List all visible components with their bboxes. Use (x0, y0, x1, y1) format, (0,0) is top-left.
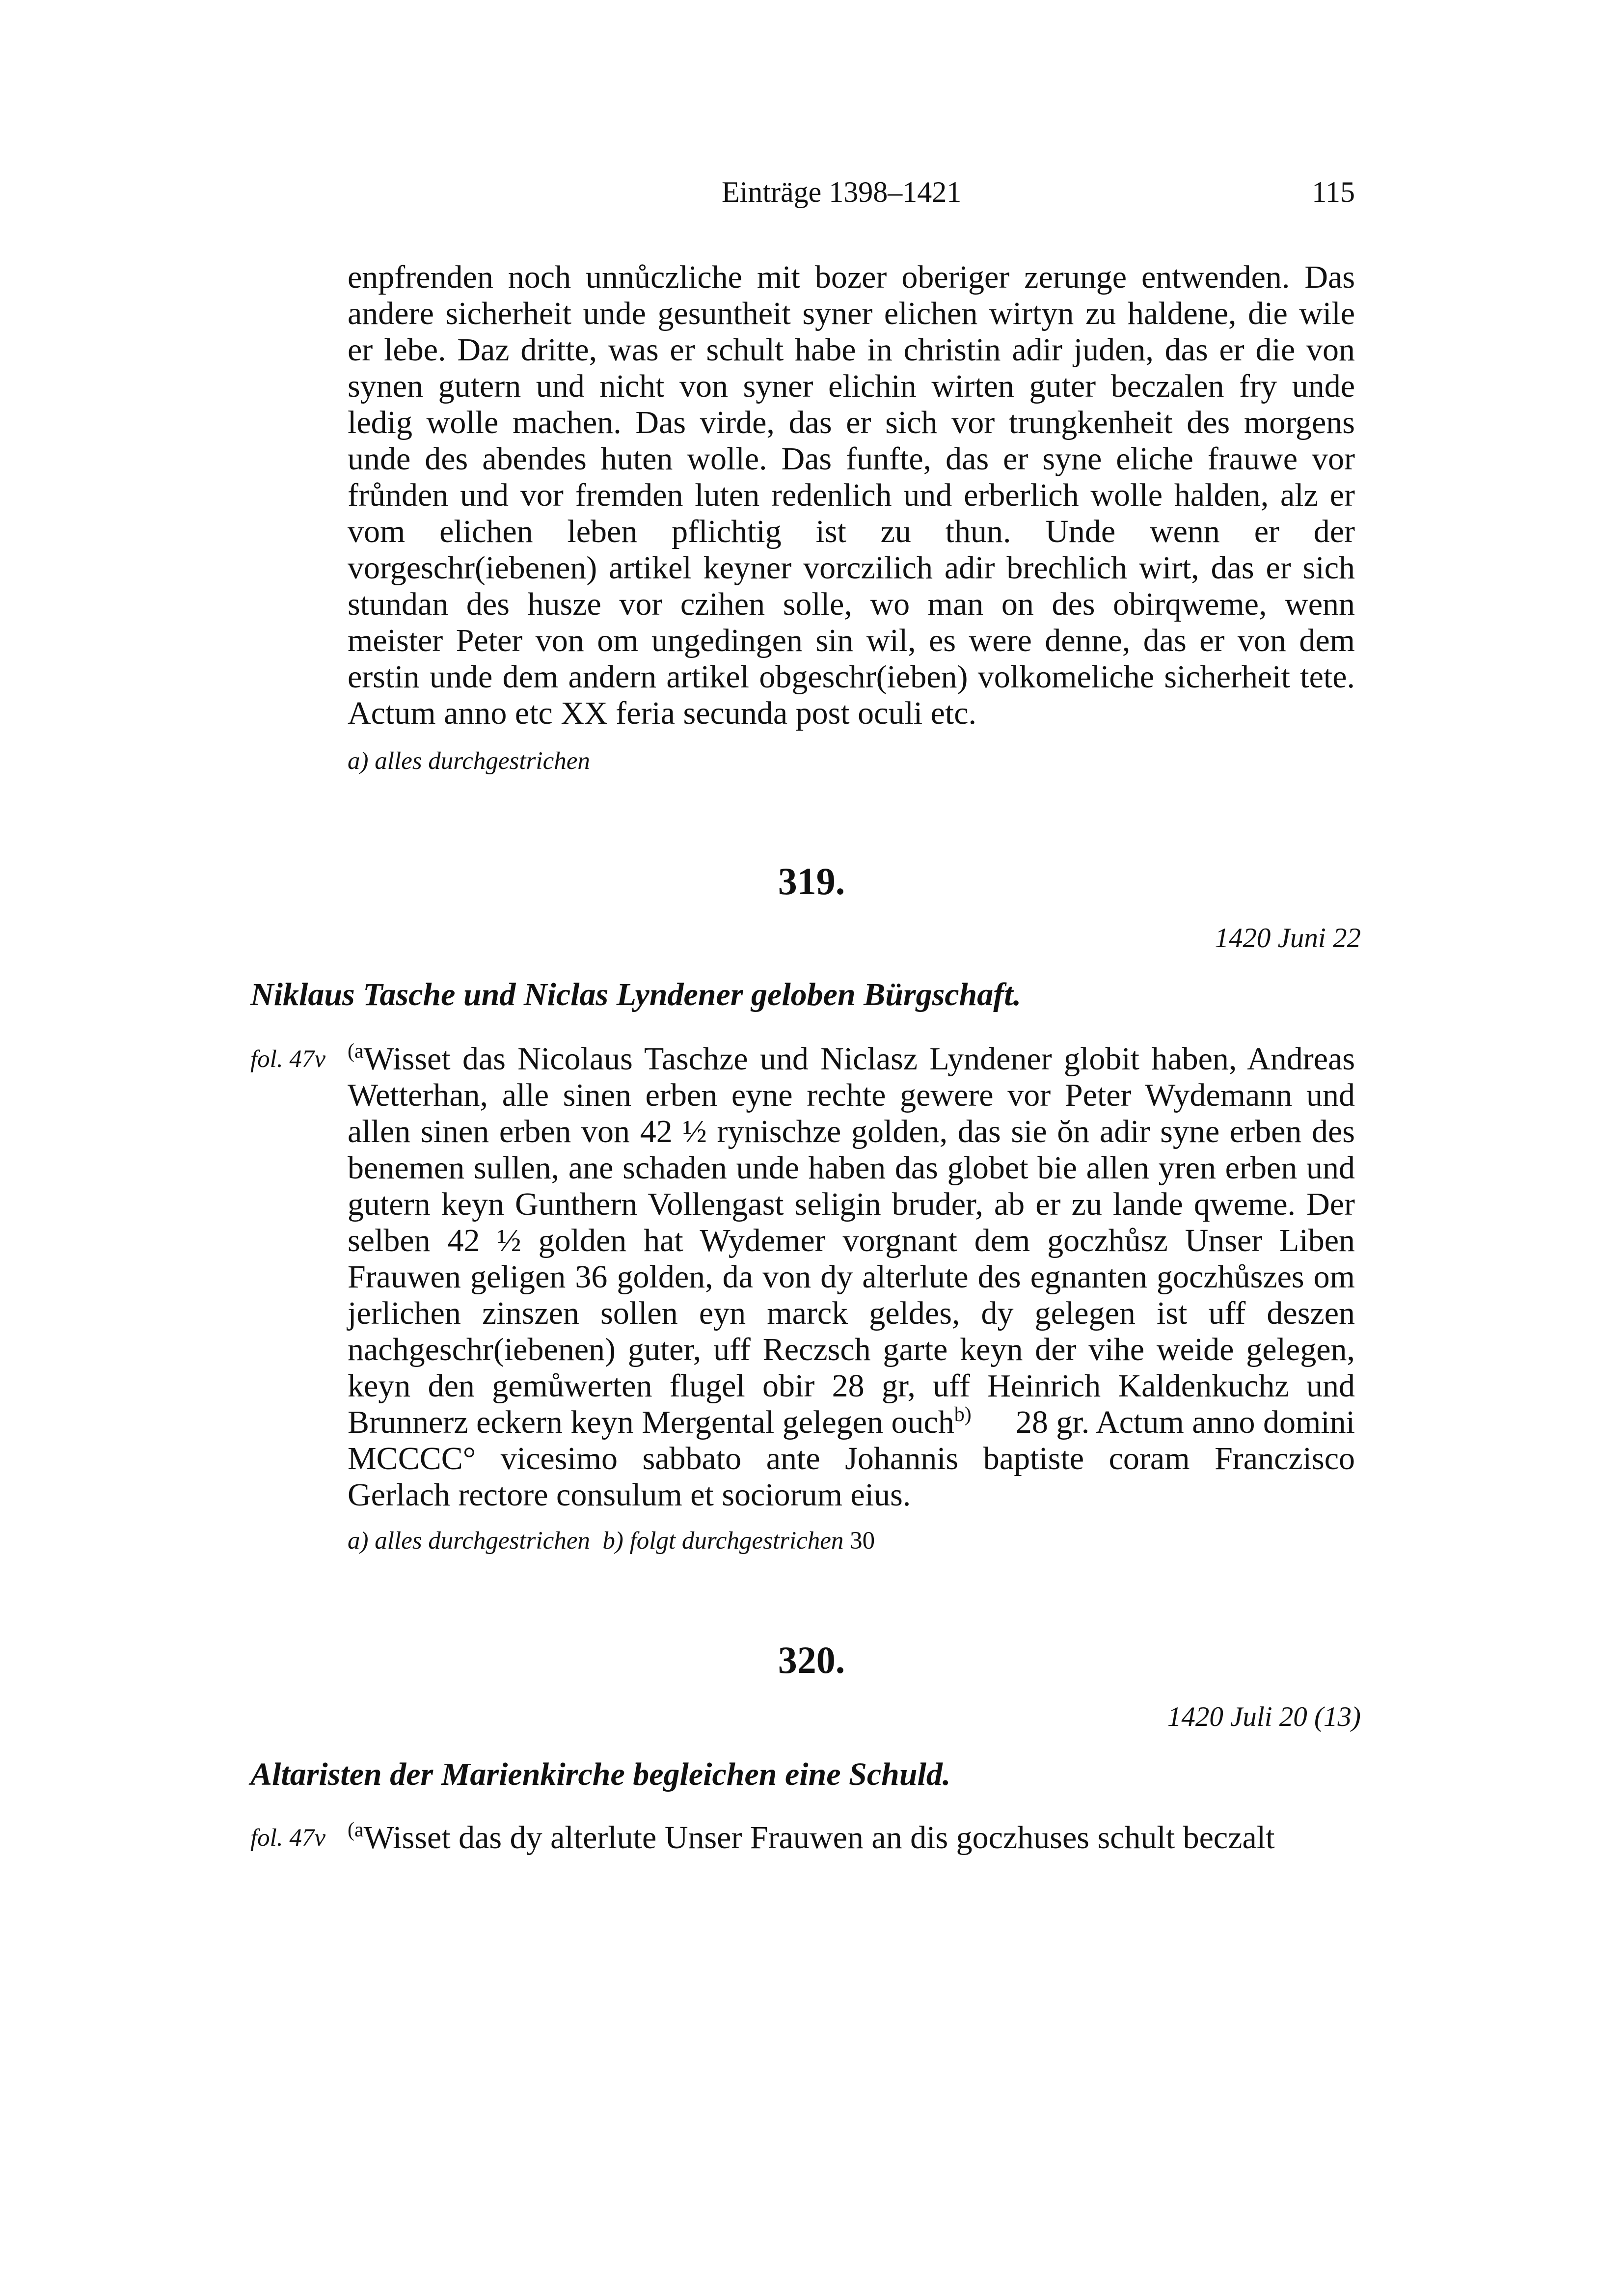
text-line: selben 42 ½ golden hat Wydemer vorgnant dem goczhůsz Unser Liben (348, 1223, 1355, 1258)
carryover-paragraph (348, 259, 1355, 732)
text-line: keyn den gemůwerten flugel obir 28 gr, uff Heinrich Kaldenkuchz und (348, 1368, 1355, 1404)
text-line: unde des abendes huten wolle. Das funfte, das er syne eliche frauwe vor (348, 441, 1355, 477)
text-line: vom elichen leben pflichtig ist zu thun. Unde wenn er der (348, 514, 1355, 549)
text-line: jerlichen zinszen sollen eyn marck geldes, dy gelegen ist uff deszen (348, 1295, 1355, 1331)
footnote-value: 30 (850, 1527, 875, 1555)
text-line: allen sinen erben von 42 ½ rynischze golden, das sie ŏn adir syne erben des (348, 1114, 1355, 1149)
entry-date: 1420 Juni 22 (1215, 923, 1361, 954)
first-line-text: Wisset das dy alterlute Unser Frauwen an dis goczhuses schult beczalt (363, 1820, 1275, 1856)
note-marker: (a (348, 1040, 364, 1063)
footnotes (348, 1525, 875, 1557)
text-line: er lebe. Daz dritte, was er schult habe in christin adir juden, das er die von (348, 332, 1355, 368)
note-marker: (a (348, 1819, 364, 1841)
text-line: Wetterhan, alle sinen erben eyne rechte gewere vor Peter Wydemann und (348, 1077, 1355, 1113)
entry-text (348, 1820, 1355, 1856)
text-line: ledig wolle machen. Das virde, das er sich vor trungkenheit des morgens (348, 405, 1355, 440)
text-line: Frauwen geligen 36 golden, da von dy alterlute des egnanten goczhůszes om (348, 1259, 1355, 1295)
text-line: stundan des husze vor czihen solle, wo man on des obirqweme, wenn (348, 586, 1355, 622)
text-line: MCCCC° vicesimo sabbato ante Johannis baptiste coram Franczisco (348, 1441, 1355, 1476)
text-line-first (348, 1820, 1355, 1856)
text-line: vorgeschr(iebenen) artikel keyner vorczilich adir brechlich wirt, das er sich (348, 550, 1355, 586)
footnote: a) alles durchgestrichen (348, 747, 590, 775)
folio-reference: fol. 47v (250, 1824, 325, 1852)
page-number: 115 (1312, 176, 1355, 208)
text-line: enpfrenden noch unnůczliche mit bozer oberiger zerunge entwenden. Das (348, 259, 1355, 295)
text-line: gutern keyn Gunthern Vollengast seligin bruder, ab er zu lande qweme. Der (348, 1186, 1355, 1222)
text-line-first (348, 1041, 1355, 1077)
entry-title: Altaristen der Marienkirche begleichen eine Schuld. (250, 1756, 951, 1792)
folio-reference: fol. 47v (250, 1045, 325, 1073)
entry-text (348, 1041, 1355, 1513)
first-line-text: Wisset das Nicolaus Taschze und Niclasz Lyndener globit haben, Andreas (363, 1041, 1355, 1077)
note-marker: b) (954, 1403, 972, 1426)
text-line: meister Peter von om ungedingen sin wil, es were denne, das er von dem (348, 623, 1355, 658)
line-text: Brunnerz eckern keyn Mergental gelegen ouch (348, 1404, 954, 1440)
text-line-last: Actum anno etc XX feria secunda post oculi etc. (348, 695, 977, 731)
text-line-last: Gerlach rectore consulum et sociorum eius. (348, 1477, 911, 1513)
entry-number: 320. (778, 1639, 845, 1681)
footnote: a) alles durchgestrichen (348, 1527, 590, 1555)
entry-title: Niklaus Tasche und Niclas Lyndener geloben Bürgschaft. (250, 977, 1022, 1012)
text-line: nachgeschr(iebenen) guter, uff Reczsch garte keyn der vihe weide gelegen, (348, 1332, 1355, 1367)
line-text: 28 gr. Actum anno domini (1007, 1404, 1355, 1440)
entry-number: 319. (778, 860, 845, 902)
running-head: Einträge 1398–1421 (722, 176, 962, 208)
text-line: andere sicherheit unde gesuntheit syner elichen wirtyn zu haldene, die wile (348, 296, 1355, 331)
text-line: benemen sullen, ane schaden unde haben das globet bie allen yren erben und (348, 1150, 1355, 1186)
text-line: synen gutern und nicht von syner elichin wirten guter beczalen fry unde (348, 368, 1355, 404)
text-line: frůnden und vor fremden luten redenlich und erberlich wolle halden, alz er (348, 477, 1355, 513)
entry-date: 1420 Juli 20 (13) (1167, 1701, 1361, 1732)
footnote: b) folgt durchgestrichen (602, 1527, 844, 1555)
text-line: erstin unde dem andern artikel obgeschr(ieben) volkomeliche sicherheit tete. (348, 659, 1355, 695)
text-line-with-note (348, 1404, 1355, 1441)
